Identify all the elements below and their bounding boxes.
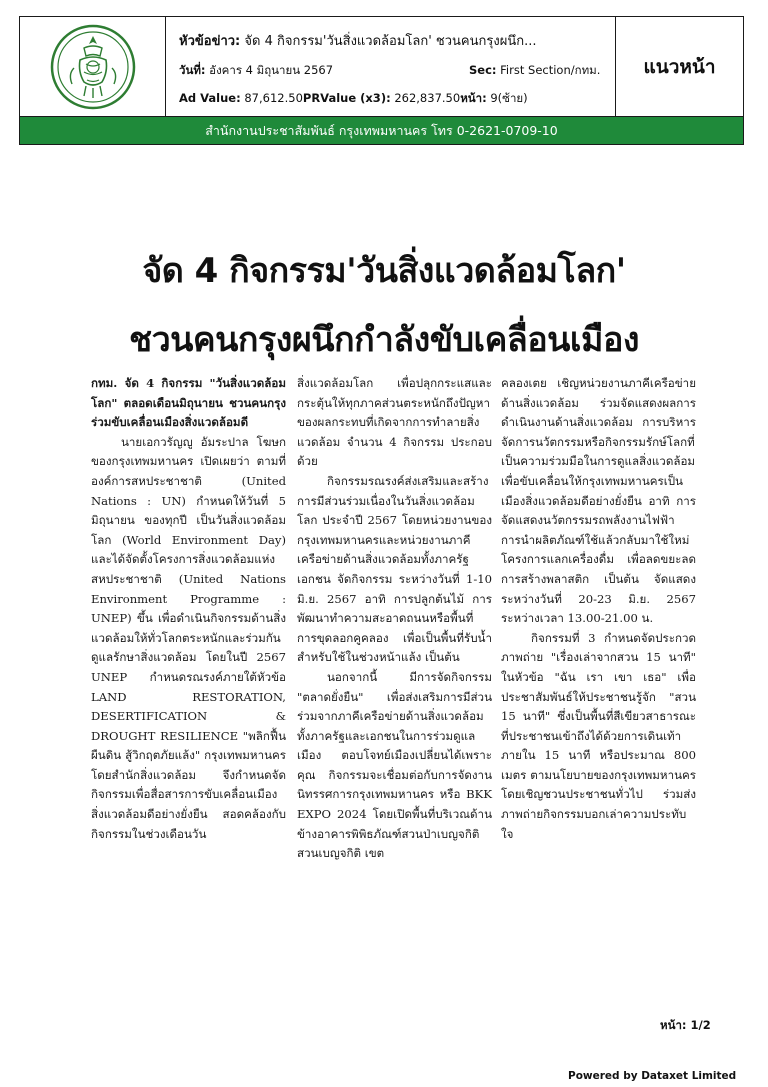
- clipping-info: [167, 17, 615, 116]
- headline-label: หัวข้อข่าว:: [179, 34, 241, 49]
- pr-value: 262,837.50: [394, 91, 461, 105]
- pr-value-label: PRValue (x3):: [302, 91, 391, 105]
- article-column-2: [297, 374, 492, 864]
- page-label: หน้า:: [460, 91, 487, 105]
- sec-value: First Section/กทม.: [500, 63, 601, 77]
- headline-row: [179, 30, 536, 51]
- date-value: อังคาร 4 มิถุนายน 2567: [209, 63, 334, 77]
- ad-value: 87,612.50: [244, 91, 303, 105]
- article-paragraph: กิจกรรมที่ 3 กำหนดจัดประกวดภาพถ่าย "เรื่องเล่าจากสวน 15 นาที" ในหัวข้อ "ฉัน เรา เขา เธอ" เพื่อประชาสัมพันธ์ให้ประชาชนรู้จัก "สวน 15 นาที" ซึ่งเป็นพื้นที่สีเขียวสาธารณะที่ประชาชนเข้าถึงได้ด้วยการเดินเท้าภายใน 15 นาที หรือประมาณ 800 เมตร ตามนโยบายของกรุงเทพมหานคร โดยเชิญชวนประชาชนทั่วไป ร่วมส่งภาพถ่ายกิจกรรมบอกเล่าความประทับใจ: [501, 630, 696, 841]
- powered-by: Powered by Dataxet Limited: [568, 1070, 737, 1082]
- article-paragraph: คลองเตย เชิญหน่วยงานภาคีเครือข่ายด้านสิ่งแวดล้อม ร่วมจัดแสดงผลการดำเนินงานด้านสิ่งแวดล้อม การบริหารจัดการนวัตกรรมหรือกิจกรรมรักษ์โลกที่เป็นความร่วมมือในการดูแลสิ่งแวดล้อมเพื่อขับเคลื่อนให้กรุงเทพมหานครเป็นเมืองสิ่งแวดล้อมดีอย่างยั่งยืน อาทิ การจัดแสดงนวัตกรรมรถพลังงานไฟฟ้า การนำผลิตภัณฑ์ใช้แล้วกลับมาใช้ใหม่ โครงการแลกเครื่องดื่ม เพื่อลดขยะลดการสร้างพลาสติก เป็นต้น จัดแสดงระหว่างวันที่ 20-23 มิ.ย. 2567 ระหว่างเวลา 13.00-21.00 น.: [501, 376, 696, 626]
- bangkok-seal-icon: [50, 24, 136, 110]
- agency-bar: สำนักงานประชาสัมพันธ์ กรุงเทพมหานคร โทร 0-2621-0709-10: [19, 117, 744, 145]
- article-column-1: [91, 374, 286, 844]
- newspaper-name: แนวหน้า: [615, 17, 743, 116]
- date-sec-row: [179, 62, 611, 80]
- ad-value-label: Ad Value:: [179, 91, 241, 105]
- headline-value: จัด 4 กิจกรรม'วันสิ่งแวดล้อมโลก' ชวนคนกรุงผนึก...: [244, 34, 537, 49]
- article-title-line-1: จัด 4 กิจกรรม'วันสิ่งแวดล้อมโลก': [142, 251, 626, 291]
- article-lead: กทม. จัด 4 กิจกรรม "วันสิ่งแวดล้อมโลก" ตลอดเดือนมิถุนายน ชวนคนกรุงร่วมขับเคลื่อนเมืองสิ่งแวดล้อมดี: [91, 376, 286, 430]
- article-paragraph: กิจกรรมรณรงค์ส่งเสริมและสร้างการมีส่วนร่วมเนื่องในวันสิ่งแวดล้อมโลก ประจำปี 2567 โดยหน่วยงานของกรุงเทพมหานครและหน่วยงานภาคีเครือข่ายด้านสิ่งแวดล้อมทั้งภาครัฐ เอกชน จัดกิจกรรม ระหว่างวันที่ 1-10 มิ.ย. 2567 อาทิ การปลูกต้นไม้ การพัฒนาทำความสะอาดถนนหรือพื้นที่ การขุดลอกคูคลอง เพื่อเป็นพื้นที่รับน้ำสำหรับใช้ในช่วงหน้าแล้ง เป็นต้น: [297, 473, 492, 665]
- sec-label: Sec:: [469, 63, 497, 77]
- logo-cell: [20, 17, 166, 116]
- article-title-line-2: ชวนคนกรุงผนึกกำลังขับเคลื่อนเมือง: [129, 320, 639, 360]
- article-column-3: [501, 374, 696, 844]
- clipping-header: [19, 16, 744, 117]
- date-label: วันที่:: [179, 63, 206, 77]
- page-indicator: หน้า: 1/2: [660, 1018, 711, 1032]
- article-paragraph: นายเอกวรัญญู อัมระปาล โฆษกของกรุงเทพมหานคร เปิดเผยว่า ตามที่องค์การสหประชาชาติ (United Nations : UN) กำหนดให้วันที่ 5 มิถุนายน ของทุกปี เป็นวันสิ่งแวดล้อมโลก (World Environment Day) และได้จัดตั้งโครงการสิ่งแวดล้อมแห่งสหประชาชาติ (United Nations Environment Programme : UNEP) ขึ้น เพื่อดำเนินกิจกรรมด้านสิ่งแวดล้อมให้ทั่วโลกตระหนักและร่วมกันดูแลรักษาสิ่งแวดล้อม โดยในปี 2567 UNEP กำหนดรณรงค์ภายใต้หัวข้อ LAND RESTORATION, DESERTIFICATION & DROUGHT RESILIENCE "พลิกฟื้นผืนดิน สู้วิกฤตภัยแล้ง" กรุงเทพมหานคร โดยสำนักสิ่งแวดล้อม จึงกำหนดจัดกิจกรรมเพื่อสื่อสารการขับเคลื่อนเมืองสิ่งแวดล้อมดีอย่างยั่งยืน สอดคล้องกับกิจกรรมในช่วงเดือนวัน: [91, 434, 286, 841]
- value-row: [179, 90, 528, 108]
- page-value: 9(ซ้าย): [490, 91, 528, 105]
- sec-group: [469, 62, 600, 80]
- article-paragraph: นอกจากนี้ มีการจัดกิจกรรม "ตลาดยั่งยืน" เพื่อส่งเสริมการมีส่วนร่วมจากภาคีเครือข่ายด้านสิ่งแวดล้อมทั้งภาครัฐและเอกชนในการร่วมดูแลเมือง ตอบโจทย์เมืองเปลี่ยนได้เพราะคุณ กิจกรรมจะเชื่อมต่อกับการจัดงานนิทรรศการกรุงเทพมหานคร หรือ BKK EXPO 2024 โดยเปิดพื้นที่บริเวณด้านข้างอาคารพิพิธภัณฑ์สวนป่าเบญจกิติ สวนเบญจกิติ เขต: [297, 669, 492, 861]
- article-paragraph: สิ่งแวดล้อมโลก เพื่อปลุกกระแสและกระตุ้นให้ทุกภาคส่วนตระหนักถึงปัญหาของผลกระทบที่เกิดจากการทำลายสิ่งแวดล้อม จำนวน 4 กิจกรรม ประกอบด้วย: [297, 376, 492, 469]
